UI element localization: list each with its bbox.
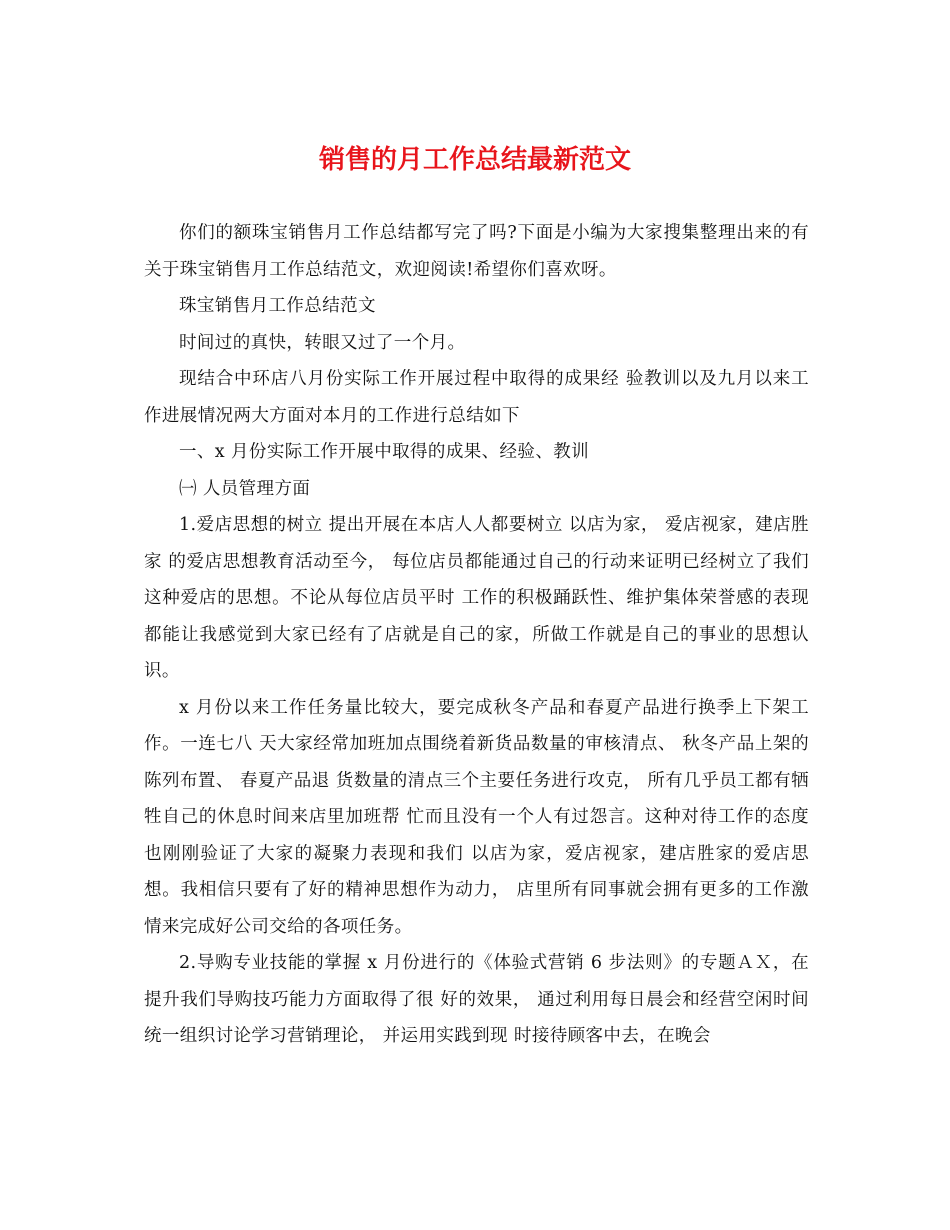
paragraph-time: 时间过的真快，转眼又过了一个月。 — [179, 332, 466, 353]
paragraph-subtitle: 珠宝销售月工作总结范文 — [179, 296, 376, 316]
paragraph-summary-intro: 现结合中环店八月份实际工作开展过程中取得的成果经 验教训以及九月以来工作进展情况两大方面对本月的工作进行总结如下 — [144, 369, 809, 426]
subsection-heading-personnel: ㈠ 人员管理方面 — [179, 478, 311, 499]
paragraph-sales-skills: 2.导购专业技能的掌握 x 月份进行的《体验式营销 6 步法则》的专题ＡＸ，在提升我们导购技巧能力方面取得了很 好的效果， 通过利用每日晨会和经营空闲时间统一组织讨论学习营销理论， 并运用实践到现 时接待顾客中去，在晚会 — [144, 953, 809, 1046]
paragraph-love-store: 1.爱店思想的树立 提出开展在本店人人都要树立 以店为家， 爱店视家，建店胜家 的爱店思想教育活动至今， 每位店员都能通过自己的行动来证明已经树立了我们这种爱店的思想。不论从每位店员平时 工作的积极踊跃性、维护集体荣誉感的表现都能让我感觉到大家已经有了店就是自己的家，所做工作就是自己的事业的思想认识。 — [144, 515, 809, 681]
section-heading-1: 一、x 月份实际工作开展中取得的成果、经验、教训 — [179, 442, 590, 462]
document-title: 销售的月工作总结最新范文 — [318, 145, 631, 175]
paragraph-intro: 你们的额珠宝销售月工作总结都写完了吗?下面是小编为大家搜集整理出来的有关于珠宝销售月工作总结范文，欢迎阅读!希望你们喜欢呀。 — [144, 223, 809, 280]
paragraph-workload: x 月份以来工作任务量比较大，要完成秋冬产品和春夏产品进行换季上下架工作。一连七八 天大家经常加班加点围绕着新货品数量的审核清点、 秋冬产品上架的陈列布置、 春夏产品退 货数量的清点三个主要任务进行攻克， 所有几乎员工都有牺牲自己的休息时间来店里加班帮 忙而且没有一个人有过怨言。这种对待工作的态度也刚刚验证了大家的凝聚力表现和我们 以店为家，爱店视家，建店胜家的爱店思想。我相信只要有了好的精神思想作为动力， 店里所有同事就会拥有更多的工作激情来完成好公司交给的各项任务。 — [144, 697, 809, 937]
document-body — [144, 215, 809, 1055]
